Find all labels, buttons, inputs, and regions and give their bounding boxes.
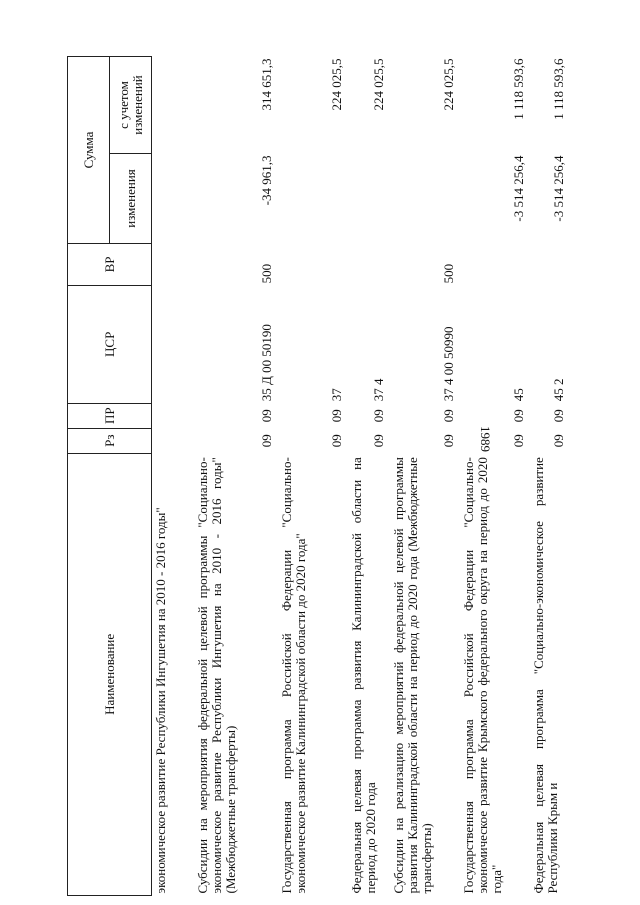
row-pr: 09 [550, 409, 566, 423]
row-rz: 09 [440, 434, 456, 448]
header-name: Наименование [68, 453, 152, 895]
row-changes [152, 154, 194, 244]
row-rz: 09 [258, 434, 274, 448]
row-rz: 09 [328, 434, 344, 448]
row-total: 1 118 593,6 [510, 58, 526, 120]
budget-table-page [67, 56, 585, 896]
row-vr: 500 [258, 263, 274, 284]
row-changes: -3 514 256,4 [550, 155, 566, 222]
header-rz: Рз [68, 428, 152, 453]
row-csr: 37 [328, 388, 344, 402]
row-rz [152, 428, 194, 453]
table-header [68, 57, 152, 896]
header-vr: ВР [68, 243, 152, 285]
row-vr [152, 243, 194, 285]
table-row [152, 57, 194, 896]
table-row [194, 57, 278, 896]
row-pr: 09 [328, 409, 344, 423]
row-vr [278, 243, 348, 285]
row-total: 1 118 593,6 [550, 58, 566, 120]
table-body [152, 57, 570, 896]
header-pr: ПР [68, 403, 152, 428]
row-total: 314 651,3 [258, 58, 274, 111]
row-name: Субсидии на мероприятия федеральной целевой программы "Социально-экономическое развитие Республики Ингушетия на 2010 - 2016 годы" (Межбюджетные трансферты) [194, 457, 238, 894]
row-rz: 09 [510, 434, 526, 448]
row-name: Федеральная целевая программа развития Калининградской области на период до 2020 года [348, 457, 378, 894]
row-vr [530, 243, 570, 285]
row-csr: 45 2 [550, 378, 566, 402]
row-pr: 09 [510, 409, 526, 423]
row-pr [152, 403, 194, 428]
table-row [278, 57, 348, 896]
row-changes [278, 154, 348, 244]
row-total: 224 025,5 [370, 58, 386, 111]
budget-table [67, 56, 570, 896]
row-changes [348, 154, 390, 244]
row-csr [152, 285, 194, 403]
row-name: Государственная программа Российской Федерации "Социально-экономическое развитие Крымского федерального округа на период до 2020 года" [460, 457, 504, 894]
header-with-changes: с учетом изменений [110, 57, 152, 154]
row-vr: 500 [440, 263, 456, 284]
table-row [530, 57, 570, 896]
table-row [390, 57, 460, 896]
row-name: экономическое развитие Республики Ингушетия на 2010 - 2016 годы" [153, 507, 168, 894]
row-changes: -3 514 256,4 [510, 155, 526, 222]
page-number: 1989 [478, 426, 493, 452]
row-name: Субсидии на реализацию мероприятий федеральной целевой программы развития Калининградской области на период до 2020 года (Межбюджетные трансферты) [390, 457, 434, 894]
row-vr [460, 243, 530, 285]
row-total: 224 025,5 [440, 58, 456, 111]
row-total [152, 57, 194, 154]
row-csr: 45 [510, 388, 526, 402]
table-row [460, 57, 530, 896]
row-vr [348, 243, 390, 285]
header-csr: ЦСР [68, 285, 152, 403]
row-rz: 09 [550, 434, 566, 448]
row-pr: 09 [440, 409, 456, 423]
row-csr: 37 4 00 50990 [440, 326, 456, 402]
header-sum: Сумма [68, 57, 110, 244]
row-rz: 09 [370, 434, 386, 448]
row-total: 224 025,5 [328, 58, 344, 111]
row-changes [390, 154, 460, 244]
table-row [348, 57, 390, 896]
header-changes: изменения [110, 154, 152, 244]
row-pr: 09 [258, 409, 274, 423]
row-csr: 37 4 [370, 378, 386, 402]
row-name: Государственная программа Российской Федерации "Социально-экономическое развитие Калининградской области до 2020 года" [278, 457, 308, 894]
row-pr: 09 [370, 409, 386, 423]
row-changes: -34 961,3 [258, 155, 274, 206]
row-csr: 35 Д 00 50190 [258, 324, 274, 402]
row-name: Федеральная целевая программа "Социально-экономическое развитие Республики Крым и [530, 457, 560, 894]
